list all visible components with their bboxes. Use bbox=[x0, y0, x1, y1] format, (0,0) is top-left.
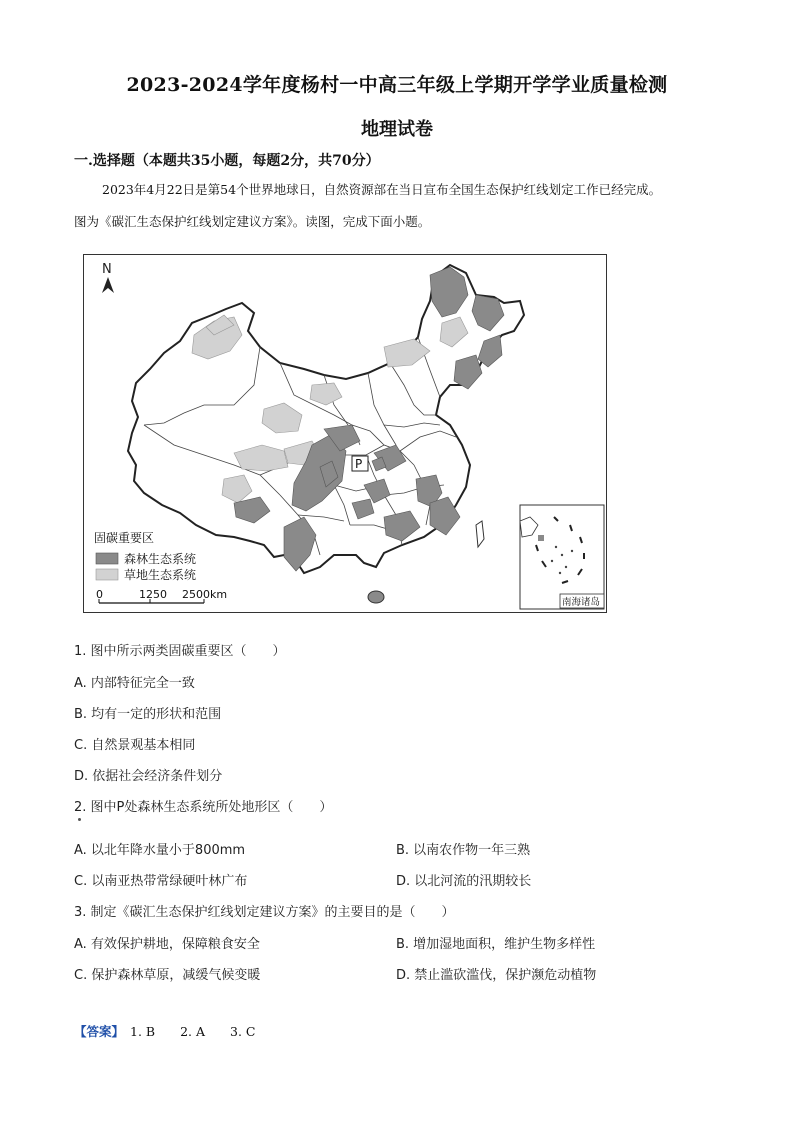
north-label: N bbox=[102, 262, 112, 277]
scale-label-0: 0 bbox=[96, 588, 103, 601]
inset-label: 南海诸岛 bbox=[562, 597, 601, 608]
answer-text: 1. B 2. A 3. C bbox=[130, 1024, 256, 1039]
question-3-option-d: D. 禁止滥砍滥伐，保护濒危动植物 bbox=[396, 968, 597, 983]
china-map-figure bbox=[83, 254, 607, 613]
question-2-option-b: B. 以南农作物一年三熟 bbox=[396, 843, 531, 858]
south-china-sea-inset bbox=[520, 505, 604, 609]
question-3-option-b: B. 增加湿地面积，维护生物多样性 bbox=[396, 937, 596, 952]
question-2-stem: 2. 图中P处森林生态系统所处地形区（ ） bbox=[74, 800, 333, 815]
scale-label-2500: 2500km bbox=[182, 588, 228, 601]
china-outline bbox=[128, 265, 524, 573]
question-2-option-c: C. 以南亚热带常绿硬叶林广布 bbox=[74, 874, 248, 889]
question-2-option-d: D. 以北河流的汛期较长 bbox=[396, 874, 532, 889]
scan-dot bbox=[78, 818, 81, 821]
question-1-option-d: D. 依据社会经济条件划分 bbox=[74, 769, 223, 784]
legend-grass-label: 草地生态系统 bbox=[124, 568, 197, 582]
scale-bar bbox=[96, 588, 227, 603]
answer-line bbox=[74, 1022, 256, 1040]
question-1-option-b: B. 均有一定的形状和范围 bbox=[74, 707, 222, 722]
legend-grass-swatch bbox=[96, 569, 118, 580]
p-marker-label: P bbox=[355, 457, 363, 471]
intro-line-2: 图为《碳汇生态保护红线划定建议方案》。读图，完成下面小题。 bbox=[74, 214, 431, 229]
question-3-option-a: A. 有效保护耕地，保障粮食安全 bbox=[74, 937, 260, 952]
intro-line-1: 2023年4月22日是第54个世界地球日，自然资源部在当日宣布全国生态保护红线划定工作已经完成。 bbox=[102, 182, 662, 197]
question-3-option-c: C. 保护森林草原，减缓气候变暖 bbox=[74, 968, 261, 983]
legend-title: 固碳重要区 bbox=[94, 531, 155, 545]
question-1-option-a: A. 内部特征完全一致 bbox=[74, 676, 195, 691]
answer-tag: 【答案】 bbox=[74, 1024, 125, 1039]
legend-forest-swatch bbox=[96, 553, 118, 564]
north-arrow-icon bbox=[102, 262, 114, 293]
question-1-option-c: C. 自然景观基本相同 bbox=[74, 738, 196, 753]
question-3-stem: 3. 制定《碳汇生态保护红线划定建议方案》的主要目的是（ ） bbox=[74, 905, 455, 920]
legend bbox=[94, 530, 196, 582]
question-1-stem: 1. 图中所示两类固碳重要区（ ） bbox=[74, 644, 286, 659]
page-title: 2023-2024学年度杨村一中高三年级上学期开学学业质量检测 bbox=[126, 74, 668, 96]
section-heading: 一.选择题（本题共35小题，每题2分，共70分） bbox=[74, 153, 380, 169]
legend-forest-label: 森林生态系统 bbox=[124, 552, 197, 566]
scale-label-1250: 1250 bbox=[139, 588, 167, 601]
map-svg bbox=[84, 255, 606, 612]
hainan-island bbox=[368, 591, 384, 603]
page-subtitle: 地理试卷 bbox=[361, 119, 433, 140]
taiwan-island bbox=[476, 521, 484, 547]
question-2-option-a: A. 以北年降水量小于800mm bbox=[74, 843, 246, 858]
